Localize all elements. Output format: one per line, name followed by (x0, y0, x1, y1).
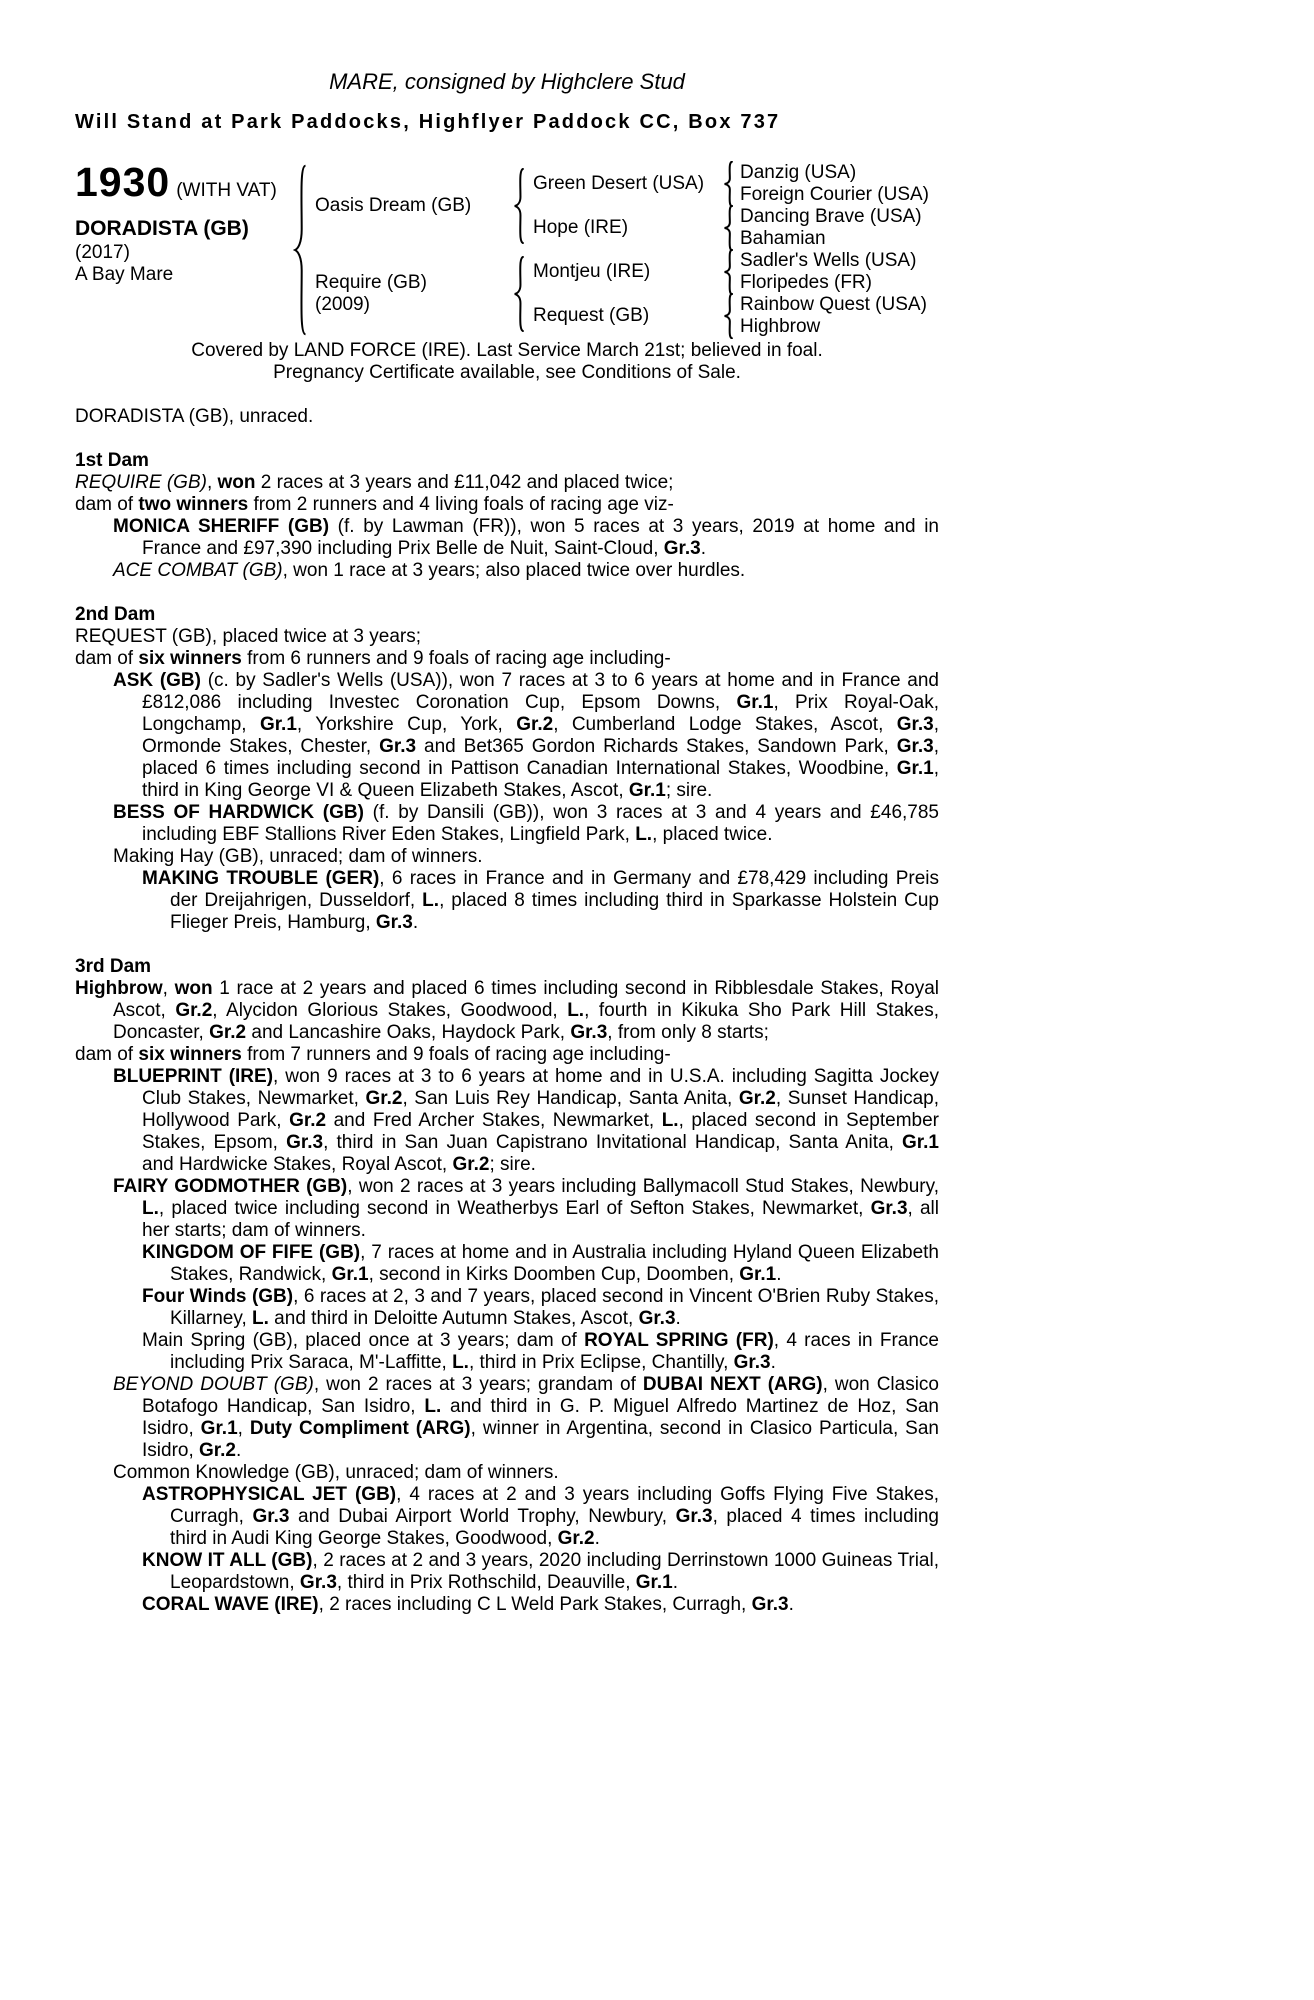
text-run: , Yorkshire Cup, York, (296, 714, 517, 735)
text-run: , Sunset Handicap, Hollywood Park, (142, 1088, 939, 1131)
text-run: Gr.3 (751, 1594, 789, 1615)
text-run: Gr.3 (870, 1198, 908, 1219)
text-run: FAIRY GODMOTHER (GB) (113, 1176, 348, 1197)
pregnancy-certificate-line: Pregnancy Certificate available, see Conditions of Sale. (273, 362, 741, 383)
text-run: REQUIRE (GB) (75, 472, 207, 493)
text-run: Gr.2 (557, 1528, 595, 1549)
text-run: BESS OF HARDWICK (GB) (113, 802, 364, 823)
sire-name: Oasis Dream (GB) (315, 195, 472, 216)
covering-details (75, 340, 939, 384)
text-run: , Cumberland Lodge Stakes, Ascot, (553, 714, 897, 735)
brace-wrap (513, 162, 533, 250)
catalogue-paragraph (75, 802, 939, 846)
lot-number: 1930 (75, 159, 171, 205)
pedigree-area (75, 159, 939, 338)
great-grandparent-pair (740, 162, 929, 206)
text-run: , (237, 1418, 250, 1439)
text-run: L. (424, 1396, 442, 1417)
text-run: six winners (138, 648, 242, 669)
text-run: , 6 races in France and in Germany and £78,429 including Preis der Dreijahrigen, Dusseldorf, (170, 868, 940, 911)
text-run: two winners (138, 494, 249, 515)
text-run: , third in Prix Rothschild, Deauville, (336, 1572, 636, 1593)
text-run: Gr.3 (375, 912, 413, 933)
text-run: , placed twice including second in Weatherbys Earl of Sefton Stakes, Newmarket, (158, 1198, 871, 1219)
grandparent-group (533, 162, 929, 206)
text-run: . (770, 1352, 776, 1373)
dam-cell (315, 250, 513, 338)
great-grandparent-name: Danzig (USA) (740, 162, 857, 183)
text-run: L. (635, 824, 653, 845)
catalogue-paragraph (75, 560, 939, 582)
text-run: , won 2 races at 3 years; grandam of (313, 1374, 643, 1395)
pedigree-brace (723, 161, 734, 207)
pedigree-brace (723, 205, 734, 251)
text-run: Gr.1 (200, 1418, 238, 1439)
text-run: , won 2 races at 3 years including Ballymacoll Stud Stakes, Newbury, (347, 1176, 939, 1197)
text-run: from 6 runners and 9 foals of racing age including- (241, 648, 671, 669)
text-run: Gr.2 (289, 1110, 327, 1131)
text-run: Making Hay (GB), unraced; dam of winners. (113, 846, 483, 867)
text-run: MONICA SHERIFF (GB) (113, 516, 330, 537)
grandparent-group (533, 206, 929, 250)
text-run: dam of (75, 648, 139, 669)
text-run: . (412, 912, 419, 933)
text-run: REQUEST (GB), placed twice at 3 years; (75, 626, 421, 647)
catalogue-content-column (75, 0, 939, 1616)
brace-wrap (723, 249, 740, 295)
grandparent-group (533, 294, 927, 338)
catalogue-paragraph (75, 1066, 939, 1176)
great-grandparent-name: Highbrow (740, 316, 821, 337)
text-run: BEYOND DOUBT (GB) (113, 1374, 314, 1395)
text-run: , 2 races at 2 and 3 years, 2020 including Derrinstown 1000 Guineas Trial, Leopardstown, (170, 1550, 939, 1593)
text-run: , (162, 978, 175, 999)
text-run: ; sire. (665, 780, 713, 801)
text-run: , 7 races at home and in Australia including Hyland Queen Elizabeth Stakes, Randwick, (170, 1242, 939, 1285)
text-run: Gr.2 (738, 1088, 776, 1109)
text-run: ; sire. (489, 1154, 536, 1175)
great-grandparent-pair (740, 294, 927, 338)
dam-section (75, 604, 939, 934)
dam-name: Require (GB) (315, 272, 427, 293)
catalogue-paragraph (75, 494, 939, 516)
text-run: ASTROPHYSICAL JET (GB) (142, 1484, 397, 1505)
text-run: dam of (75, 494, 139, 515)
dam-sections (75, 450, 939, 1616)
text-run: , 4 races at 2 and 3 years including Goffs Flying Five Stakes, Curragh, (170, 1484, 940, 1527)
text-run: Gr.3 (570, 1022, 608, 1043)
vat-note: (WITH VAT) (176, 180, 277, 201)
text-run: , (206, 472, 218, 493)
text-run: Duty Compliment (ARG) (249, 1418, 471, 1439)
lot-row (75, 159, 293, 205)
text-run: , third in San Juan Capistrano Invitational Handicap, Santa Anita, (323, 1132, 903, 1153)
grandparents-column (533, 250, 927, 338)
text-run: ROYAL SPRING (FR) (584, 1330, 774, 1351)
text-run: Gr.3 (896, 714, 934, 735)
lot-block (75, 159, 293, 338)
dam-section-heading: 3rd Dam (75, 956, 152, 977)
catalogue-paragraph (75, 516, 939, 560)
text-run: , from only 8 starts; (607, 1022, 769, 1043)
grandparent-group (533, 250, 927, 294)
text-run: , won 1 race at 3 years; also placed twice over hurdles. (282, 560, 746, 581)
text-run: Gr.2 (175, 1000, 213, 1021)
text-run: , fourth in Kikuka Sho Park Hill Stakes, Doncaster, (113, 1000, 939, 1043)
text-run: Gr.2 (199, 1440, 237, 1461)
catalogue-paragraph (75, 1484, 939, 1550)
text-run: , third in Prix Eclipse, Chantilly, (468, 1352, 734, 1373)
dam-section-heading: 1st Dam (75, 450, 149, 471)
text-run: , Ormonde Stakes, Chester, (142, 714, 939, 757)
pedigree-brace (513, 256, 525, 332)
dam-half (315, 250, 929, 338)
text-run: (f. by Dansili (GB)), won 3 races at 3 and 4 years and £46,785 including EBF Stallions River Eden Stakes, Lingfield Park, (142, 802, 939, 845)
stand-location-line: Will Stand at Park Paddocks, Highflyer Paddock CC, Box 737 (75, 111, 781, 133)
text-run: . (236, 1440, 242, 1461)
text-run: Gr.3 (299, 1572, 337, 1593)
text-run: Gr.2 (452, 1154, 490, 1175)
text-run: (c. by Sadler's Wells (USA)), won 7 races at 3 to 6 years at home and in France and £812,086 including Investec Coronation Cup, Epsom Downs, (142, 670, 939, 713)
text-run: MAKING TROUBLE (GER) (142, 868, 380, 889)
text-run: Common Knowledge (GB), unraced; dam of winners. (113, 1462, 559, 1483)
grandparents-column (533, 162, 929, 250)
text-run: . (672, 1572, 679, 1593)
text-run: Gr.1 (628, 780, 666, 801)
text-run: won (174, 978, 213, 999)
great-grandparent-name: Foreign Courier (USA) (740, 184, 929, 205)
text-run: Gr.3 (675, 1506, 713, 1527)
text-run: Gr.2 (516, 714, 554, 735)
catalogue-paragraph (75, 1462, 939, 1484)
brace-wrap (723, 161, 740, 207)
great-grandparent-pair (740, 250, 916, 294)
text-run: , placed 6 times including second in Pattison Canadian International Stakes, Woodbine, (142, 736, 939, 779)
text-run: , Prix Royal-Oak, Longchamp, (142, 692, 939, 735)
catalogue-paragraph (75, 868, 939, 934)
text-run: BLUEPRINT (IRE) (113, 1066, 274, 1087)
sire-half (315, 162, 929, 250)
pedigree-generations (315, 162, 929, 338)
text-run: and Lancashire Oaks, Haydock Park, (246, 1022, 571, 1043)
text-run: Gr.3 (733, 1352, 771, 1373)
text-run: , winner in Argentina, second in Clasico Particula, San Isidro, (142, 1418, 939, 1461)
text-run: , 2 races including C L Weld Park Stakes, Curragh, (318, 1594, 752, 1615)
dam-section (75, 450, 939, 582)
text-run: L. (252, 1308, 269, 1329)
text-run: from 2 runners and 4 living foals of racing age viz- (248, 494, 674, 515)
text-run: L. (452, 1352, 469, 1373)
pedigree-brace (293, 164, 307, 336)
race-record-line: DORADISTA (GB), unraced. (75, 406, 314, 427)
text-run: . (788, 1594, 794, 1615)
text-run: , all her starts; dam of winners. (142, 1198, 939, 1241)
text-run: Gr.3 (252, 1506, 290, 1527)
great-grandparent-name: Rainbow Quest (USA) (740, 294, 927, 315)
text-run: Gr.1 (635, 1572, 673, 1593)
text-run: , placed twice. (652, 824, 773, 845)
catalogue-paragraph (75, 846, 939, 868)
text-run: Gr.1 (739, 1264, 777, 1285)
text-run: CORAL WAVE (IRE) (142, 1594, 319, 1615)
text-run: and third in Deloitte Autumn Stakes, Ascot, (268, 1308, 639, 1329)
text-run: and Fred Archer Stakes, Newmarket, (326, 1110, 662, 1131)
text-run: Highbrow (75, 978, 163, 999)
text-run: Gr.3 (379, 736, 417, 757)
text-run: Gr.1 (896, 758, 934, 779)
text-run: , placed 4 times including third in Audi King George Stakes, Goodwood, (170, 1506, 940, 1549)
foaling-year: (2017) (75, 242, 130, 263)
text-run: , placed second in September Stakes, Epsom, (142, 1110, 939, 1153)
great-grandparent-name: Floripedes (FR) (740, 272, 872, 293)
text-run: and Dubai Airport World Trophy, Newbury, (289, 1506, 676, 1527)
text-run: , won Clasico Botafogo Handicap, San Isidro, (142, 1374, 939, 1417)
text-run: six winners (138, 1044, 242, 1065)
text-run: 1 race at 2 years and placed 6 times including second in Ribblesdale Stakes, Royal Ascot, (113, 978, 939, 1021)
dam-section-heading: 2nd Dam (75, 604, 156, 625)
text-run: and Bet365 Gordon Richards Stakes, Sandown Park, (416, 736, 897, 757)
consignment-title: MARE, consigned by Highclere Stud (329, 69, 685, 94)
catalogue-paragraph (75, 1242, 939, 1286)
pedigree-brace (723, 293, 734, 339)
text-run: from 7 runners and 9 foals of racing age including- (241, 1044, 671, 1065)
text-run: Main Spring (GB), placed once at 3 years; dam of (142, 1330, 585, 1351)
text-run: DUBAI NEXT (ARG) (642, 1374, 823, 1395)
text-run: Gr.1 (331, 1264, 369, 1285)
text-run: and third in G. P. Miguel Alfredo Martinez de Hoz, San Isidro, (142, 1396, 939, 1439)
text-run: , Alycidon Glorious Stakes, Goodwood, (212, 1000, 568, 1021)
text-run: ACE COMBAT (GB) (113, 560, 283, 581)
catalogue-paragraph (75, 670, 939, 802)
grandparent-name: Montjeu (IRE) (533, 261, 651, 282)
text-run: . (675, 1308, 681, 1329)
text-run: Gr.3 (896, 736, 934, 757)
text-run: Gr.2 (209, 1022, 247, 1043)
covering-line: Covered by LAND FORCE (IRE). Last Service March 21st; believed in foal. (191, 340, 823, 361)
great-grandparent-name: Sadler's Wells (USA) (740, 250, 917, 271)
text-run: , third in King George VI & Queen Elizabeth Stakes, Ascot, (142, 758, 939, 801)
text-run: , 6 races at 2, 3 and 7 years, placed second in Vincent O'Brien Ruby Stakes, Killarney, (170, 1286, 939, 1329)
catalogue-paragraph (75, 1176, 939, 1242)
text-run: . (700, 538, 707, 559)
catalogue-paragraph (75, 1594, 939, 1616)
dam-section (75, 956, 939, 1616)
pedigree-brace (723, 249, 734, 295)
text-run: , won 9 races at 3 to 6 years at home and in U.S.A. including Sagitta Jockey Club Stakes, Newmarket, (142, 1066, 939, 1109)
catalogue-paragraph (75, 626, 939, 648)
catalogue-paragraph (75, 1550, 939, 1594)
text-run: L. (142, 1198, 159, 1219)
text-run: , placed 8 times including third in Sparkasse Holstein Cup Flieger Preis, Hamburg, (170, 890, 939, 933)
text-run: dam of (75, 1044, 139, 1065)
great-grandparent-name: Dancing Brave (USA) (740, 206, 922, 227)
horse-name: DORADISTA (GB) (75, 217, 249, 240)
great-grandparent-pair (740, 206, 922, 250)
text-run: , 4 races in France including Prix Saraca, M'-Laffitte, (170, 1330, 939, 1373)
catalogue-paragraph (75, 1330, 939, 1374)
catalogue-paragraph (75, 978, 939, 1044)
pedigree-tree (293, 162, 929, 338)
brace-wrap (723, 293, 740, 339)
text-run: won (217, 472, 256, 493)
text-run: L. (661, 1110, 679, 1131)
text-run: , San Luis Rey Handicap, Santa Anita, (402, 1088, 739, 1109)
text-run: ASK (GB) (113, 670, 201, 691)
text-run: Gr.3 (638, 1308, 676, 1329)
horse-description: A Bay Mare (75, 264, 174, 285)
text-run: and Hardwicke Stakes, Royal Ascot, (142, 1154, 453, 1175)
text-run: KINGDOM OF FIFE (GB) (142, 1242, 361, 1263)
catalogue-paragraph (75, 1044, 939, 1066)
catalogue-paragraph (75, 1286, 939, 1330)
text-run: L. (567, 1000, 585, 1021)
text-run: , second in Kirks Doomben Cup, Doomben, (368, 1264, 740, 1285)
sire-cell (315, 162, 513, 250)
text-run: Gr.1 (736, 692, 774, 713)
text-run: . (776, 1264, 782, 1285)
catalogue-paragraph (75, 648, 939, 670)
text-run: L. (422, 890, 440, 911)
brace-wrap (723, 205, 740, 251)
text-run: Gr.1 (259, 714, 297, 735)
text-run: Four Winds (GB) (142, 1286, 294, 1307)
great-grandparent-name: Bahamian (740, 228, 826, 249)
catalogue-paragraph (75, 1374, 939, 1462)
text-run: KNOW IT ALL (GB) (142, 1550, 313, 1571)
grandparent-name: Request (GB) (533, 305, 650, 326)
text-run: Gr.1 (902, 1132, 939, 1153)
text-run: 2 races at 3 years and £11,042 and placed twice; (255, 472, 674, 493)
brace-wrap (513, 250, 533, 338)
text-run: Gr.3 (286, 1132, 324, 1153)
dam-year: (2009) (315, 294, 370, 315)
catalogue-paragraph (75, 472, 939, 494)
grandparent-name: Green Desert (USA) (533, 173, 705, 194)
text-run: Gr.2 (365, 1088, 403, 1109)
text-run: Gr.3 (663, 538, 701, 559)
pedigree-brace (513, 168, 525, 244)
grandparent-name: Hope (IRE) (533, 217, 629, 238)
text-run: . (594, 1528, 600, 1549)
text-run: (f. by Lawman (FR)), won 5 races at 3 years, 2019 at home and in France and £97,390 including Prix Belle de Nuit, Saint-Cloud, (142, 516, 940, 559)
